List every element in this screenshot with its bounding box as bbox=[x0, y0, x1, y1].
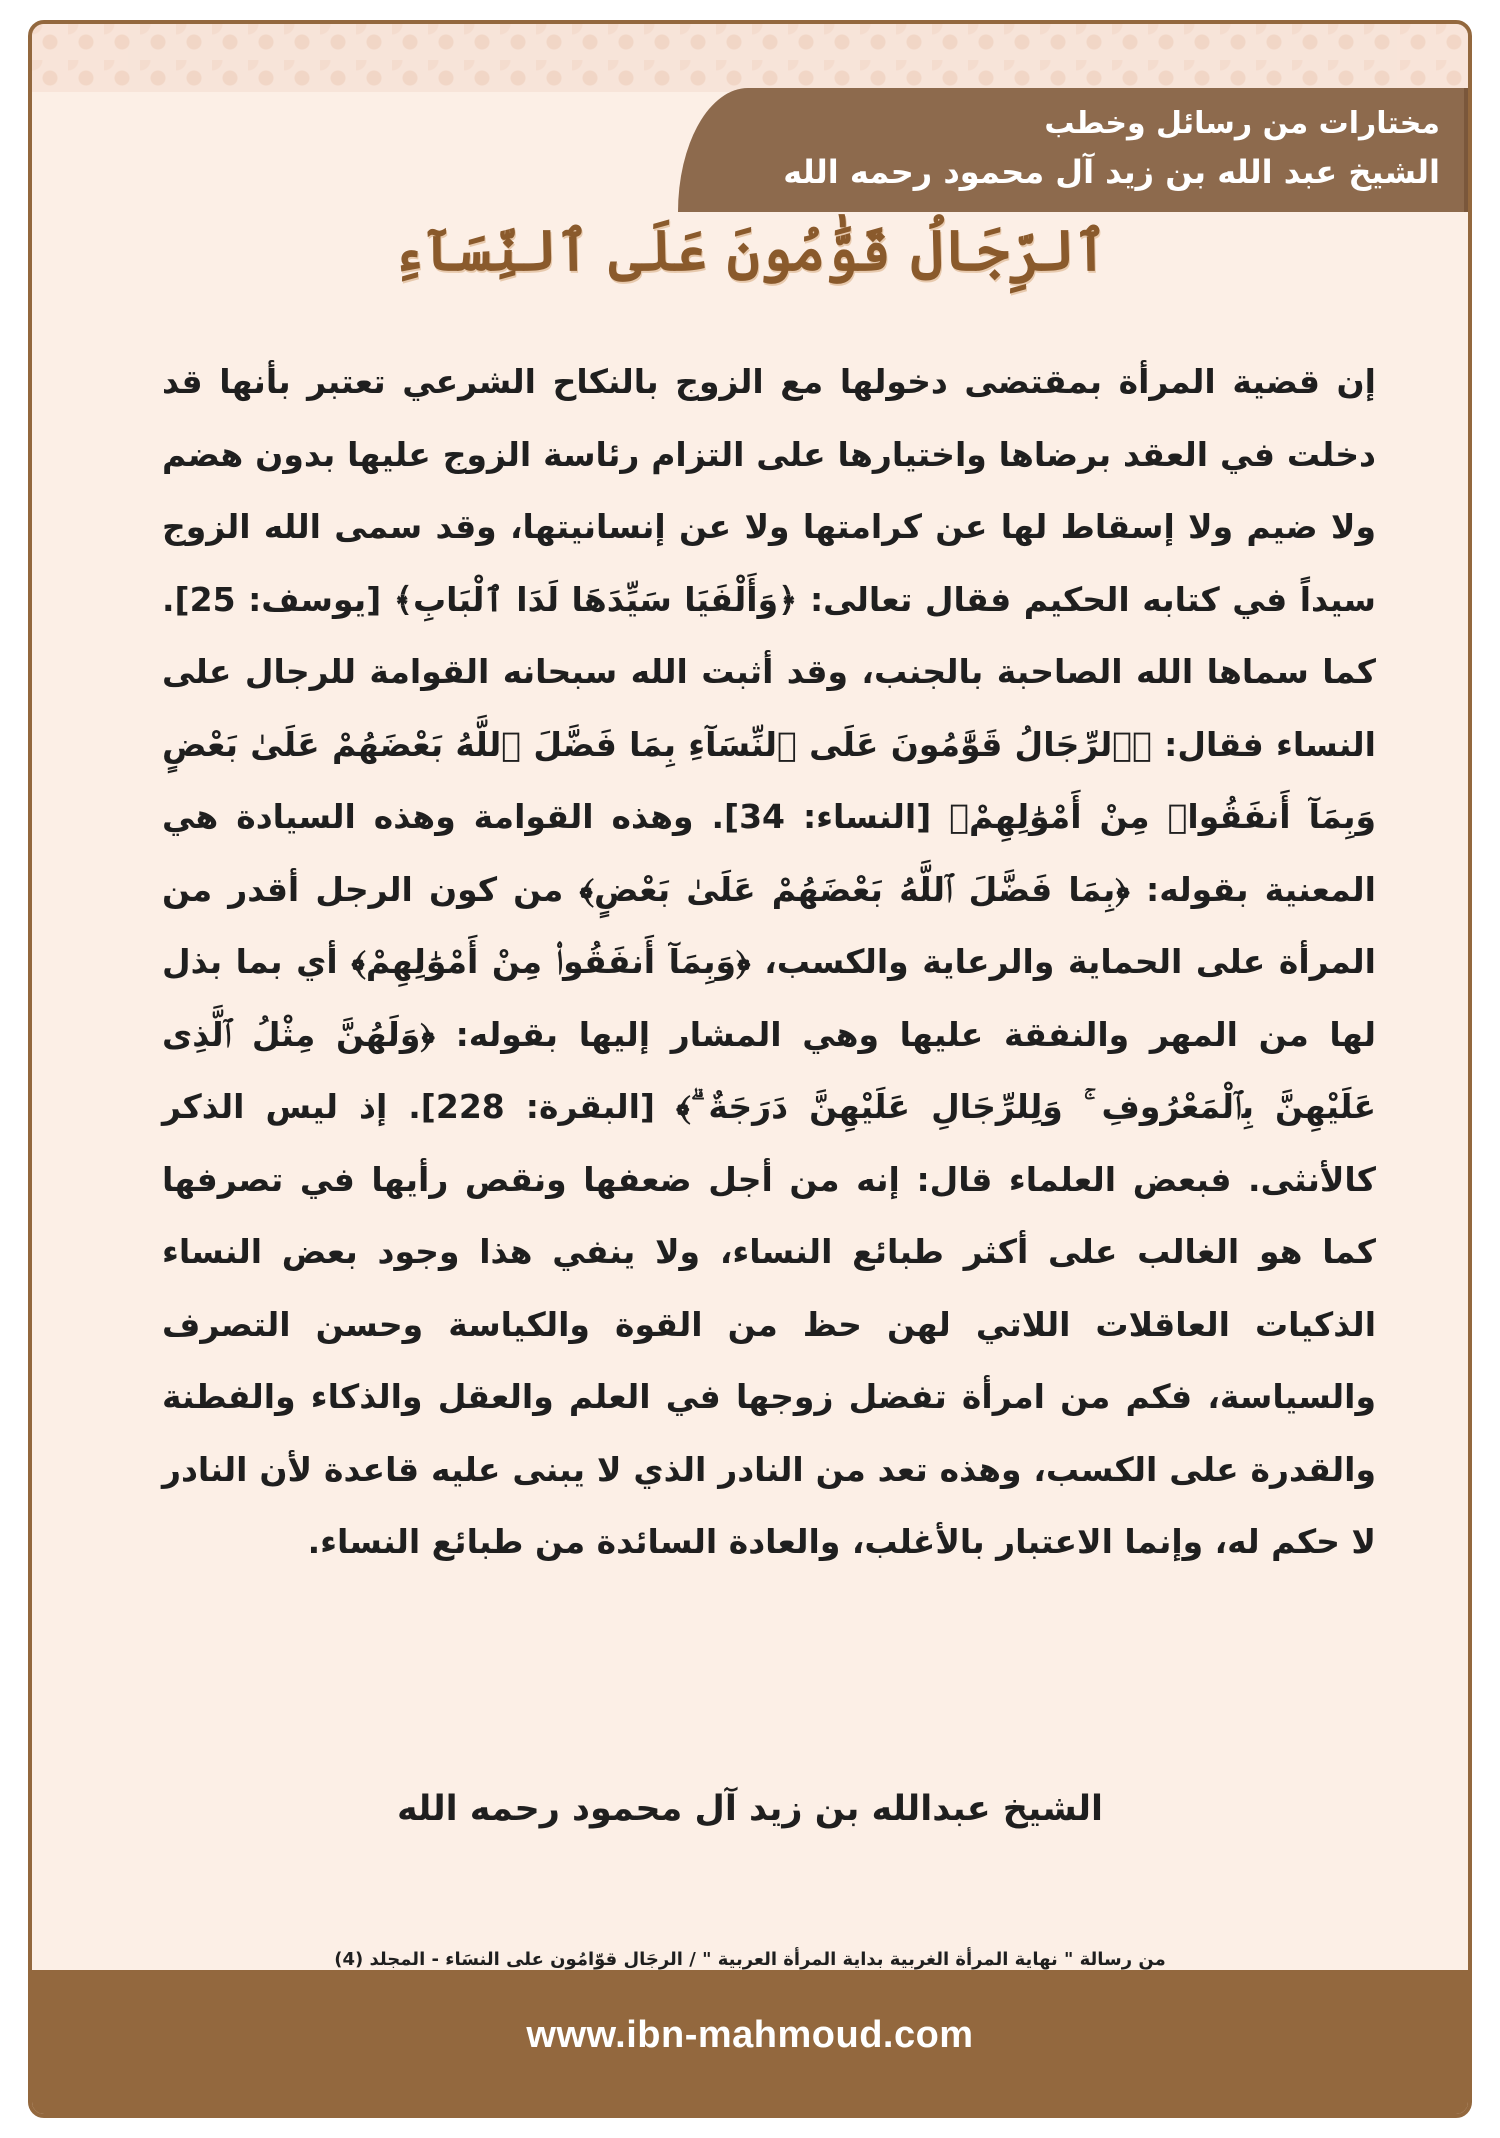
page-title: ٱلرِّجَالُ قَوَّٰمُونَ عَلَى ٱلنِّسَآءِ bbox=[392, 218, 1108, 284]
header-text bbox=[700, 88, 1440, 196]
header-subtitle: مختارات من رسائل وخطب bbox=[1044, 106, 1440, 141]
author-signature: الشيخ عبدالله بن زيد آل محمود رحمه الله bbox=[396, 1789, 1104, 1829]
source-citation: من رسالة " نهاية المرأة الغربية بداية المرأة العربية " / الرجَال قوّامُون على النسَاء - المجلد (4) bbox=[334, 1949, 1166, 1970]
page-card bbox=[28, 20, 1472, 2118]
website-link[interactable]: www.ibn-mahmoud.com bbox=[526, 2014, 974, 2056]
footer-bar bbox=[32, 1970, 1468, 2114]
decorative-pattern bbox=[32, 24, 1468, 92]
header-author: الشيخ عبد الله بن زيد آل محمود رحمه الله bbox=[783, 153, 1440, 191]
header-ribbon bbox=[678, 88, 1468, 212]
article-body: إن قضية المرأة بمقتضى دخولها مع الزوج بالنكاح الشرعي تعتبر بأنها قد دخلت في العقد برضاها واختيارها على التزام رئاسة الزوج عليها بدون هضم ولا ضيم ولا إسقاط لها عن كرامتها ولا عن إنسانيتها، وقد سمى الله الزوج سيداً في كتابه الحكيم فقال تعالى: ﴿وَأَلْفَيَا سَيِّدَهَا لَدَا ٱلْبَابِ﴾ [يوسف: 25]. كما سماها الله الصاحبة بالجنب، وقد أثبت الله سبحانه القوامة للرجال على النساء فقال: ﴿ٱلرِّجَالُ قَوَّٰمُونَ عَلَى ٱلنِّسَآءِ بِمَا فَضَّلَ ٱللَّهُ بَعْضَهُمْ عَلَىٰ بَعْضٍ وَبِمَآ أَنفَقُوا۟ مِنْ أَمْوَٰلِهِمْ﴾ [النساء: 34]. وهذه القوامة وهذه السيادة هي المعنية بقوله: ﴿بِمَا فَضَّلَ ٱللَّهُ بَعْضَهُمْ عَلَىٰ بَعْضٍ﴾ من كون الرجل أقدر من المرأة على الحماية والرعاية والكسب، ﴿وَبِمَآ أَنفَقُوا۟ مِنْ أَمْوَٰلِهِمْ﴾ أي بما بذل لها من المهر والنفقة عليها وهي المشار إليها بقوله: ﴿وَلَهُنَّ مِثْلُ ٱلَّذِى عَلَيْهِنَّ بِٱلْمَعْرُوفِ ۚ وَلِلرِّجَالِ عَلَيْهِنَّ دَرَجَةٌ ۗ﴾ [البقرة: 228]. إذ ليس الذكر كالأنثى. فبعض العلماء قال: إنه من أجل ضعفها ونقص رأيها في تصرفها كما هو الغالب على أكثر طبائع النساء، ولا ينفي هذا وجود بعض النساء الذكيات العاقلات اللاتي لهن حظ من القوة والكياسة وحسن التصرف والسياسة، فكم من امرأة تفضل زوجها في العلم والعقل والذكاء والفطنة والقدرة على الكسب، وهذه تعد من النادر الذي لا يبنى عليه قاعدة لأن النادر لا حكم له، وإنما الاعتبار بالأغلب، والعادة السائدة من طبائع النساء. bbox=[162, 362, 1376, 1561]
